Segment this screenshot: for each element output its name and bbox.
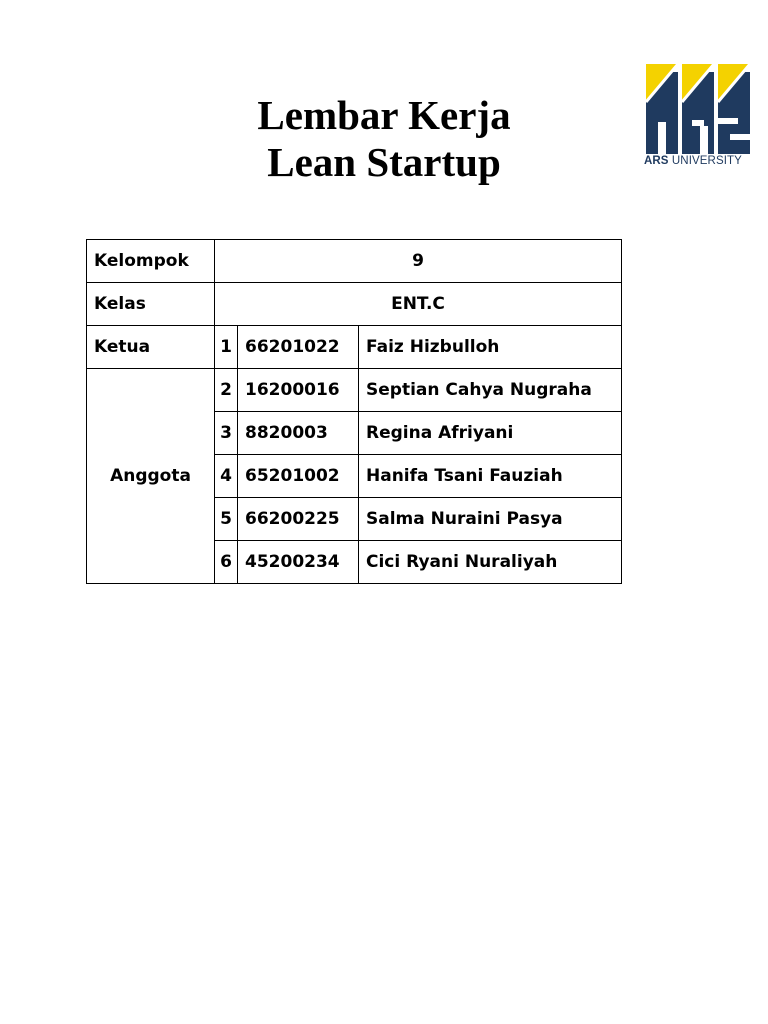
table-row-kelas	[87, 283, 622, 326]
member-name: Regina Afriyani	[359, 412, 622, 455]
title-line-2: Lean Startup	[267, 139, 501, 185]
member-number: 3	[215, 412, 238, 455]
title-line-1: Lembar Kerja	[257, 92, 511, 138]
kelas-value: ENT.C	[215, 283, 622, 326]
member-number: 4	[215, 455, 238, 498]
ketua-label: Ketua	[87, 326, 215, 369]
group-table	[86, 239, 622, 584]
logo-wordmark	[644, 155, 752, 167]
member-id: 65201002	[238, 455, 359, 498]
member-number: 2	[215, 369, 238, 412]
member-name: Cici Ryani Nuraliyah	[359, 541, 622, 584]
member-number: 1	[215, 326, 238, 369]
member-id: 16200016	[238, 369, 359, 412]
table-row-member	[87, 369, 622, 412]
member-name: Hanifa Tsani Fauziah	[359, 455, 622, 498]
kelompok-value: 9	[215, 240, 622, 283]
member-number: 6	[215, 541, 238, 584]
member-id: 66201022	[238, 326, 359, 369]
member-name: Salma Nuraini Pasya	[359, 498, 622, 541]
member-id: 8820003	[238, 412, 359, 455]
table-row-ketua	[87, 326, 622, 369]
member-id: 66200225	[238, 498, 359, 541]
anggota-label: Anggota	[87, 369, 215, 584]
member-name: Septian Cahya Nugraha	[359, 369, 622, 412]
member-name: Faiz Hizbulloh	[359, 326, 622, 369]
kelompok-label: Kelompok	[87, 240, 215, 283]
member-id: 45200234	[238, 541, 359, 584]
kelas-label: Kelas	[87, 283, 215, 326]
member-number: 5	[215, 498, 238, 541]
table-row-kelompok	[87, 240, 622, 283]
logo-brand: ARS	[644, 155, 669, 167]
logo-word: UNIVERSITY	[671, 155, 742, 167]
